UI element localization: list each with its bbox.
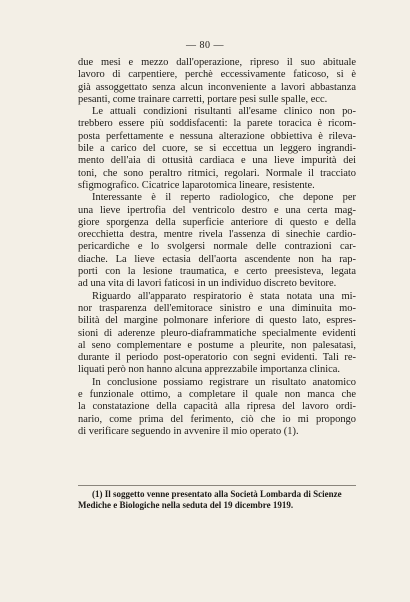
text-line: e funzionale ottimo, a completare il quale non manca che: [78, 389, 356, 401]
text-line: posta perfettamente e nessuna alterazione obbiettiva è rileva-: [78, 130, 356, 142]
text-line: Riguardo all'apparato respiratorio è stata notata una mi-: [92, 290, 356, 302]
text-line: mento dell'aia di ottusità cardiaca e una lieve impurità dei: [78, 155, 356, 167]
text-line: nor trasparenza dell'emitorace sinistro e una diminuita mo-: [78, 302, 356, 314]
text-line: trebbero essere più soddisfacenti: la parete toracica è ricom-: [78, 118, 356, 130]
text-line: lavoro di carpentiere, perchè eccessivamente faticoso, si è: [78, 69, 356, 81]
footnote: [78, 489, 356, 511]
text-line: durante il periodo post-operatorio con segni evidenti. Tali re-: [78, 352, 356, 364]
body-text: [78, 57, 356, 438]
text-line: orecchietta destra, mentre rivela l'assenza di sinechie cardio-: [78, 229, 356, 241]
footnote-line: Mediche e Biologiche nella seduta del 19 dicembre 1919.: [78, 500, 294, 510]
text-line: Le attuali condizioni risultanti all'esame clinico non po-: [92, 106, 356, 118]
page-number: — 80 —: [186, 40, 224, 51]
text-line: liquati però non hanno alcuna apprezzabile importanza clinica.: [78, 364, 340, 376]
text-line: sfigmografico. Cicatrice laparotomica lineare, resistente.: [78, 179, 315, 191]
text-line: la constatazione della capacità alla ripresa del lavoro ordi-: [78, 401, 356, 413]
footnote-divider: [78, 485, 356, 486]
text-line: di verificare seguendo in avvenire il mio operato (1).: [78, 425, 299, 437]
text-line: toni, che sono peraltro ritmici, regolari. Normale il tracciato: [78, 167, 356, 179]
text-line: già assoggettato senza alcun inconveniente a lavori abbastanza: [78, 81, 356, 93]
text-line: ad una vita di lavori faticosi in un individuo discreto bevitore.: [78, 278, 337, 290]
text-line: porti con la lesione traumatica, e certo preesisteva, legata: [78, 266, 356, 278]
text-line: due mesi e mezzo dall'operazione, ripreso il suo abituale: [78, 57, 356, 68]
text-line: pericardiche e lo svolgersi normale delle contrazioni car-: [78, 241, 356, 253]
text-line: giore sporgenza della superficie anteriore di questo e della: [78, 216, 356, 228]
footnote-line: (1) Il soggetto venne presentato alla Società Lombarda di Scienze: [92, 489, 342, 499]
text-line: al seno complementare e postume a pleurite, non palesatasi,: [78, 339, 356, 351]
text-line: In conclusione possiamo registrare un risultato anatomico: [92, 376, 356, 388]
text-line: una lieve ipertrofia del ventricolo destro e una certa mag-: [78, 204, 356, 216]
text-line: pesanti, come trainare carretti, portare pesi sulle spalle, ecc.: [78, 93, 328, 105]
text-line: bilità del margine polmonare inferiore di questo lato, espres-: [78, 315, 356, 327]
text-line: diache. La lieve ectasia dell'aorta ascendente non ha rap-: [78, 253, 356, 265]
text-line: bile a carico del cuore, se si eccettua un leggero ingrandi-: [78, 143, 356, 155]
text-line: Interessante è il reperto radiologico, che depone per: [92, 192, 356, 204]
text-line: sioni di aderenze pleuro-diaframmatiche specialmente evidenti: [78, 327, 356, 339]
text-line: nario, come prima del ferimento, ciò che io mi propongo: [78, 413, 356, 425]
